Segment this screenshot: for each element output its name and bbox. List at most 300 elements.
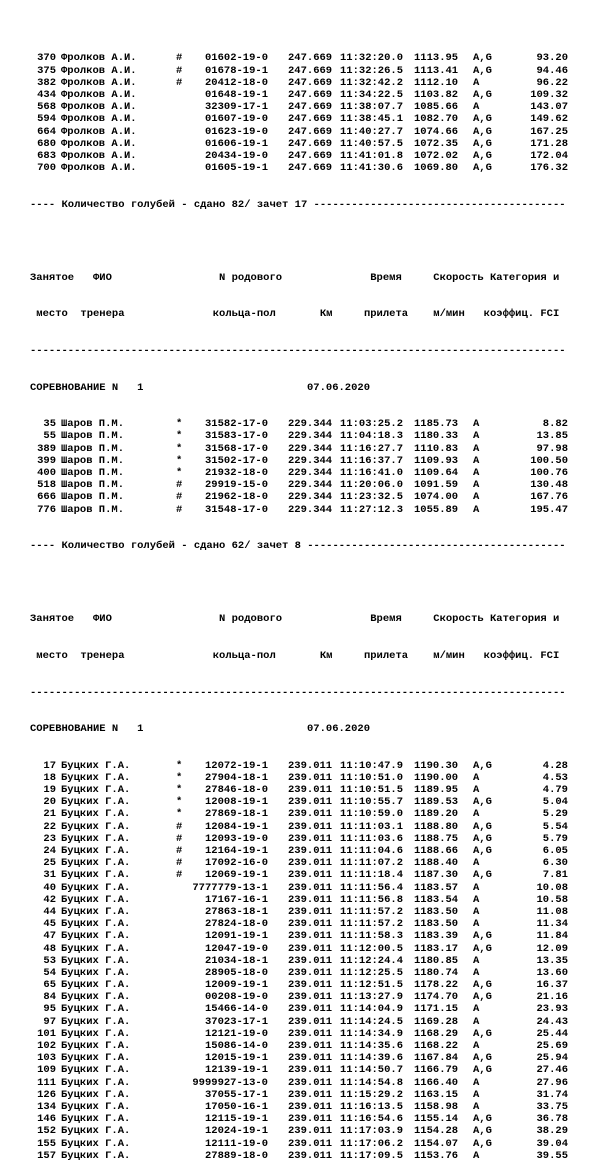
place-cell: 400: [37, 467, 56, 479]
speed-cell: 1183.50: [414, 918, 459, 931]
fci-cell: 167.76: [530, 491, 568, 504]
ring-cell: 21932-18-0: [204, 467, 268, 479]
speed-cell: 1189.53: [414, 796, 459, 809]
mark-cell: *: [176, 759, 183, 772]
place-cell: 21: [43, 808, 56, 821]
result-row: [0, 77, 600, 89]
speed-cell: 1168.29: [414, 1027, 459, 1040]
fci-cell: 12.09: [536, 942, 568, 955]
ring-cell: 15086-14-0: [204, 1040, 268, 1053]
time-cell: 11:14:34.9: [340, 1027, 404, 1040]
place-cell: 399: [37, 454, 56, 467]
summary-row: [0, 540, 600, 552]
place-cell: 95: [43, 1003, 56, 1016]
header-row-1: [0, 613, 600, 625]
km-cell: 247.669: [288, 125, 333, 138]
time-cell: 11:17:06.2: [340, 1137, 404, 1150]
competition-date: 07.06.2020: [307, 723, 371, 736]
km-cell: 239.011: [288, 1027, 333, 1040]
ring-cell: 21962-18-0: [204, 491, 268, 504]
speed-cell: 1180.33: [414, 430, 459, 443]
place-cell: 25: [43, 857, 56, 870]
name-cell: Буцких Г.А.: [61, 771, 131, 784]
km-cell: 239.011: [288, 1052, 333, 1065]
time-cell: 11:40:27.7: [340, 125, 404, 138]
result-row: [0, 430, 600, 442]
ring-cell: 17092-16-0: [204, 857, 268, 870]
result-row: [0, 955, 600, 967]
km-cell: 239.011: [288, 1125, 333, 1138]
time-cell: 11:14:39.6: [340, 1052, 404, 1065]
result-row: [0, 1064, 600, 1076]
name-cell: Шаров П.М.: [61, 467, 125, 479]
place-cell: 134: [37, 1100, 56, 1113]
time-cell: 11:32:42.2: [340, 76, 404, 89]
time-cell: 11:11:03.1: [340, 820, 404, 833]
km-cell: 229.344: [288, 491, 333, 504]
time-cell: 11:41:01.8: [340, 149, 404, 162]
ring-cell: 20434-19-0: [204, 149, 268, 162]
time-cell: 11:11:56.8: [340, 893, 404, 906]
mark-cell: #: [176, 845, 183, 858]
name-cell: Фролков А.И.: [61, 149, 137, 162]
place-cell: 157: [37, 1149, 56, 1162]
fci-cell: 97.98: [536, 442, 568, 455]
place-cell: 47: [43, 930, 56, 943]
km-cell: 239.011: [288, 869, 333, 882]
fci-cell: 16.37: [536, 979, 568, 992]
ring-cell: 9999927-13-0: [192, 1076, 268, 1089]
km-cell: 229.344: [288, 418, 333, 431]
time-cell: 11:12:51.5: [340, 979, 404, 992]
result-row: [0, 491, 600, 503]
header-line: Занятое ФИО N родового Время Скорость Категория и: [30, 613, 560, 626]
ring-cell: 27869-18-1: [204, 808, 268, 821]
place-cell: 23: [43, 832, 56, 845]
ring-cell: 01623-19-0: [204, 125, 268, 138]
time-cell: 11:14:24.5: [340, 1015, 404, 1028]
result-row: [0, 126, 600, 138]
speed-cell: 1069.80: [414, 162, 459, 175]
km-cell: 239.011: [288, 918, 333, 931]
fci-cell: 8.82: [542, 418, 568, 431]
category-cell: A: [473, 1076, 480, 1089]
ring-cell: 27863-18-1: [204, 905, 268, 918]
speed-cell: 1178.22: [414, 979, 459, 992]
km-cell: 239.011: [288, 808, 333, 821]
category-cell: A: [473, 881, 480, 894]
time-cell: 11:16:41.0: [340, 467, 404, 479]
category-cell: A,G: [473, 88, 492, 101]
name-cell: Шаров П.М.: [61, 418, 125, 431]
result-row: [0, 833, 600, 845]
place-cell: 155: [37, 1137, 56, 1150]
fci-cell: 6.05: [542, 845, 568, 858]
category-cell: A,G: [473, 1113, 492, 1126]
km-cell: 247.669: [288, 101, 333, 114]
category-cell: A: [473, 1149, 480, 1162]
category-cell: A,G: [473, 113, 492, 126]
km-cell: 239.011: [288, 1003, 333, 1016]
mark-cell: *: [176, 784, 183, 797]
result-row: [0, 930, 600, 942]
km-cell: 247.669: [288, 149, 333, 162]
competition-row: [0, 382, 600, 394]
mark-cell: #: [176, 479, 183, 492]
ring-cell: 17167-16-1: [204, 893, 268, 906]
km-cell: 229.344: [288, 430, 333, 443]
category-cell: A: [473, 771, 480, 784]
ring-cell: 17050-16-1: [204, 1100, 268, 1113]
name-cell: Буцких Г.А.: [61, 808, 131, 821]
km-cell: 239.011: [288, 881, 333, 894]
km-cell: 239.011: [288, 1100, 333, 1113]
summary-line: ---- Количество голубей - сдано 62/ зачет 8 -----------------------------------------: [30, 540, 566, 553]
name-cell: Шаров П.М.: [61, 430, 125, 443]
result-row: [0, 1016, 600, 1028]
ring-cell: 21034-18-1: [204, 954, 268, 967]
time-cell: 11:11:56.4: [340, 881, 404, 894]
fci-cell: 5.54: [542, 820, 568, 833]
km-cell: 239.011: [288, 1113, 333, 1126]
fci-cell: 167.25: [530, 125, 568, 138]
time-cell: 11:15:29.2: [340, 1088, 404, 1101]
result-row: [0, 467, 600, 479]
result-row: [0, 1113, 600, 1125]
speed-cell: 1153.76: [414, 1149, 459, 1162]
category-cell: A: [473, 857, 480, 870]
time-cell: 11:04:18.3: [340, 430, 404, 443]
fci-cell: 11.84: [536, 930, 568, 943]
competition-row: [0, 723, 600, 735]
mark-cell: #: [176, 869, 183, 882]
summary-line: ---- Количество голубей - сдано 82/ зачет 17 ----------------------------------------: [30, 198, 566, 211]
result-row: [0, 967, 600, 979]
time-cell: 11:32:20.0: [340, 52, 404, 65]
time-cell: 11:27:12.3: [340, 503, 404, 516]
ring-cell: 12072-19-1: [204, 759, 268, 772]
mark-cell: *: [176, 467, 183, 479]
fci-cell: 176.32: [530, 162, 568, 175]
name-cell: Фролков А.И.: [61, 88, 137, 101]
category-cell: A: [473, 966, 480, 979]
place-cell: 19: [43, 784, 56, 797]
ring-cell: 12009-19-1: [204, 979, 268, 992]
fci-cell: 4.79: [542, 784, 568, 797]
category-cell: A,G: [473, 991, 492, 1004]
result-row: [0, 138, 600, 150]
name-cell: Буцких Г.А.: [61, 893, 131, 906]
place-cell: 664: [37, 125, 56, 138]
ring-cell: 12024-19-1: [204, 1125, 268, 1138]
km-cell: 247.669: [288, 76, 333, 89]
result-row: [0, 1028, 600, 1040]
result-row: [0, 796, 600, 808]
speed-cell: 1085.66: [414, 101, 459, 114]
time-cell: 11:14:54.8: [340, 1076, 404, 1089]
fci-cell: 4.53: [542, 771, 568, 784]
divider-row: [0, 345, 600, 357]
name-cell: Буцких Г.А.: [61, 991, 131, 1004]
fci-cell: 33.75: [536, 1100, 568, 1113]
speed-cell: 1166.79: [414, 1064, 459, 1077]
name-cell: Шаров П.М.: [61, 479, 125, 492]
category-cell: A,G: [473, 979, 492, 992]
speed-cell: 1188.80: [414, 820, 459, 833]
km-cell: 239.011: [288, 845, 333, 858]
place-cell: 44: [43, 905, 56, 918]
km-cell: 239.011: [288, 832, 333, 845]
time-cell: 11:11:04.6: [340, 845, 404, 858]
place-cell: 109: [37, 1064, 56, 1077]
fci-cell: 10.08: [536, 881, 568, 894]
speed-cell: 1171.15: [414, 1003, 459, 1016]
mark-cell: #: [176, 832, 183, 845]
ring-cell: 27824-18-0: [204, 918, 268, 931]
speed-cell: 1189.95: [414, 784, 459, 797]
result-row: [0, 1150, 600, 1162]
fci-cell: 4.28: [542, 759, 568, 772]
km-cell: 239.011: [288, 1064, 333, 1077]
place-cell: 42: [43, 893, 56, 906]
fci-cell: 5.79: [542, 832, 568, 845]
category-cell: A,G: [473, 759, 492, 772]
name-cell: Буцких Г.А.: [61, 832, 131, 845]
result-row: [0, 101, 600, 113]
result-row: [0, 1101, 600, 1113]
category-cell: A: [473, 808, 480, 821]
fci-cell: 172.04: [530, 149, 568, 162]
fci-cell: 10.58: [536, 893, 568, 906]
name-cell: Буцких Г.А.: [61, 759, 131, 772]
time-cell: 11:17:09.5: [340, 1149, 404, 1162]
result-row: [0, 906, 600, 918]
result-row: [0, 784, 600, 796]
km-cell: 239.011: [288, 1015, 333, 1028]
result-row: [0, 113, 600, 125]
ring-cell: 12091-19-1: [204, 930, 268, 943]
result-row: [0, 162, 600, 174]
time-cell: 11:38:07.7: [340, 101, 404, 114]
name-cell: Буцких Г.А.: [61, 820, 131, 833]
ring-cell: 12093-19-0: [204, 832, 268, 845]
speed-cell: 1183.39: [414, 930, 459, 943]
km-cell: 239.011: [288, 930, 333, 943]
mark-cell: *: [176, 454, 183, 467]
place-cell: 152: [37, 1125, 56, 1138]
category-cell: A: [473, 76, 480, 89]
time-cell: 11:16:13.5: [340, 1100, 404, 1113]
ring-cell: 01607-19-0: [204, 113, 268, 126]
speed-cell: 1183.54: [414, 893, 459, 906]
speed-cell: 1168.22: [414, 1040, 459, 1053]
mark-cell: #: [176, 491, 183, 504]
name-cell: Буцких Г.А.: [61, 869, 131, 882]
time-cell: 11:11:03.6: [340, 832, 404, 845]
km-cell: 229.344: [288, 479, 333, 492]
name-cell: Буцких Г.А.: [61, 1027, 131, 1040]
place-cell: 683: [37, 149, 56, 162]
mark-cell: *: [176, 796, 183, 809]
ring-cell: 37023-17-1: [204, 1015, 268, 1028]
place-cell: 594: [37, 113, 56, 126]
category-cell: A,G: [473, 1064, 492, 1077]
speed-cell: 1072.02: [414, 149, 459, 162]
result-row: [0, 455, 600, 467]
competition-title: СОРЕВНОВАНИЕ N 1: [30, 723, 144, 736]
result-row: [0, 504, 600, 516]
km-cell: 239.011: [288, 1088, 333, 1101]
time-cell: 11:12:00.5: [340, 942, 404, 955]
results-document: [0, 28, 600, 1174]
speed-cell: 1190.00: [414, 771, 459, 784]
name-cell: Буцких Г.А.: [61, 1088, 131, 1101]
fci-cell: 100.50: [530, 454, 568, 467]
time-cell: 11:11:57.2: [340, 918, 404, 931]
km-cell: 247.669: [288, 137, 333, 150]
result-row: [0, 882, 600, 894]
speed-cell: 1074.66: [414, 125, 459, 138]
result-row: [0, 1138, 600, 1150]
name-cell: Буцких Г.А.: [61, 1100, 131, 1113]
km-cell: 239.011: [288, 857, 333, 870]
ring-cell: 31583-17-0: [204, 430, 268, 443]
fci-cell: 25.44: [536, 1027, 568, 1040]
fci-cell: 31.74: [536, 1088, 568, 1101]
speed-cell: 1183.50: [414, 905, 459, 918]
result-row: [0, 772, 600, 784]
category-cell: A: [473, 479, 480, 492]
time-cell: 11:10:47.9: [340, 759, 404, 772]
category-cell: A,G: [473, 64, 492, 77]
fci-cell: 195.47: [530, 503, 568, 516]
result-row: [0, 65, 600, 77]
mark-cell: *: [176, 418, 183, 431]
spacer: [0, 577, 600, 589]
speed-cell: 1166.40: [414, 1076, 459, 1089]
km-cell: 239.011: [288, 893, 333, 906]
km-cell: 229.344: [288, 442, 333, 455]
fci-cell: 25.69: [536, 1040, 568, 1053]
name-cell: Буцких Г.А.: [61, 918, 131, 931]
result-row: [0, 52, 600, 64]
category-cell: A: [473, 1100, 480, 1113]
time-cell: 11:11:18.4: [340, 869, 404, 882]
name-cell: Буцких Г.А.: [61, 966, 131, 979]
place-cell: 101: [37, 1027, 56, 1040]
place-cell: 17: [43, 759, 56, 772]
fci-cell: 36.78: [536, 1113, 568, 1126]
ring-cell: 01602-19-0: [204, 52, 268, 65]
category-cell: A: [473, 1003, 480, 1016]
name-cell: Буцких Г.А.: [61, 1040, 131, 1053]
time-cell: 11:41:30.6: [340, 162, 404, 175]
name-cell: Буцких Г.А.: [61, 1064, 131, 1077]
result-row: [0, 821, 600, 833]
name-cell: Шаров П.М.: [61, 491, 125, 504]
time-cell: 11:20:06.0: [340, 479, 404, 492]
place-cell: 126: [37, 1088, 56, 1101]
category-cell: A,G: [473, 1027, 492, 1040]
place-cell: 111: [37, 1076, 56, 1089]
speed-cell: 1180.85: [414, 954, 459, 967]
place-cell: 103: [37, 1052, 56, 1065]
category-cell: A,G: [473, 52, 492, 65]
time-cell: 11:03:25.2: [340, 418, 404, 431]
ring-cell: 15466-14-0: [204, 1003, 268, 1016]
km-cell: 247.669: [288, 88, 333, 101]
name-cell: Буцких Г.А.: [61, 1076, 131, 1089]
place-cell: 700: [37, 162, 56, 175]
speed-cell: 1174.70: [414, 991, 459, 1004]
time-cell: 11:11:07.2: [340, 857, 404, 870]
category-cell: A: [473, 1088, 480, 1101]
ring-cell: 12139-19-1: [204, 1064, 268, 1077]
ring-cell: 32309-17-1: [204, 101, 268, 114]
km-cell: 239.011: [288, 1076, 333, 1089]
place-cell: 20: [43, 796, 56, 809]
fci-cell: 13.85: [536, 430, 568, 443]
mark-cell: *: [176, 771, 183, 784]
result-row: [0, 845, 600, 857]
place-cell: 45: [43, 918, 56, 931]
name-cell: Буцких Г.А.: [61, 1113, 131, 1126]
speed-cell: 1103.82: [414, 88, 459, 101]
category-cell: A,G: [473, 137, 492, 150]
km-cell: 239.011: [288, 905, 333, 918]
category-cell: A,G: [473, 149, 492, 162]
result-row: [0, 1003, 600, 1015]
time-cell: 11:14:50.7: [340, 1064, 404, 1077]
category-cell: A,G: [473, 832, 492, 845]
category-cell: A,G: [473, 930, 492, 943]
name-cell: Фролков А.И.: [61, 125, 137, 138]
ring-cell: 00208-19-0: [204, 991, 268, 1004]
ring-cell: 31548-17-0: [204, 503, 268, 516]
divider-row: [0, 687, 600, 699]
time-cell: 11:40:57.5: [340, 137, 404, 150]
speed-cell: 1109.93: [414, 454, 459, 467]
ring-cell: 37055-17-1: [204, 1088, 268, 1101]
ring-cell: 31568-17-0: [204, 442, 268, 455]
result-row: [0, 760, 600, 772]
category-cell: A,G: [473, 869, 492, 882]
speed-cell: 1167.84: [414, 1052, 459, 1065]
speed-cell: 1154.28: [414, 1125, 459, 1138]
results-section-frolkov: [0, 52, 600, 174]
speed-cell: 1074.00: [414, 491, 459, 504]
category-cell: A: [473, 418, 480, 431]
place-cell: 776: [37, 503, 56, 516]
km-cell: 229.344: [288, 454, 333, 467]
place-cell: 65: [43, 979, 56, 992]
speed-cell: 1187.30: [414, 869, 459, 882]
km-cell: 239.011: [288, 1149, 333, 1162]
speed-cell: 1072.35: [414, 137, 459, 150]
place-cell: 53: [43, 954, 56, 967]
category-cell: A,G: [473, 942, 492, 955]
place-cell: 48: [43, 942, 56, 955]
mark-cell: *: [176, 442, 183, 455]
fci-cell: 149.62: [530, 113, 568, 126]
result-row: [0, 443, 600, 455]
result-row: [0, 918, 600, 930]
result-row: [0, 1040, 600, 1052]
km-cell: 239.011: [288, 954, 333, 967]
ring-cell: 12015-19-1: [204, 1052, 268, 1065]
name-cell: Буцких Г.А.: [61, 784, 131, 797]
km-cell: 239.011: [288, 820, 333, 833]
